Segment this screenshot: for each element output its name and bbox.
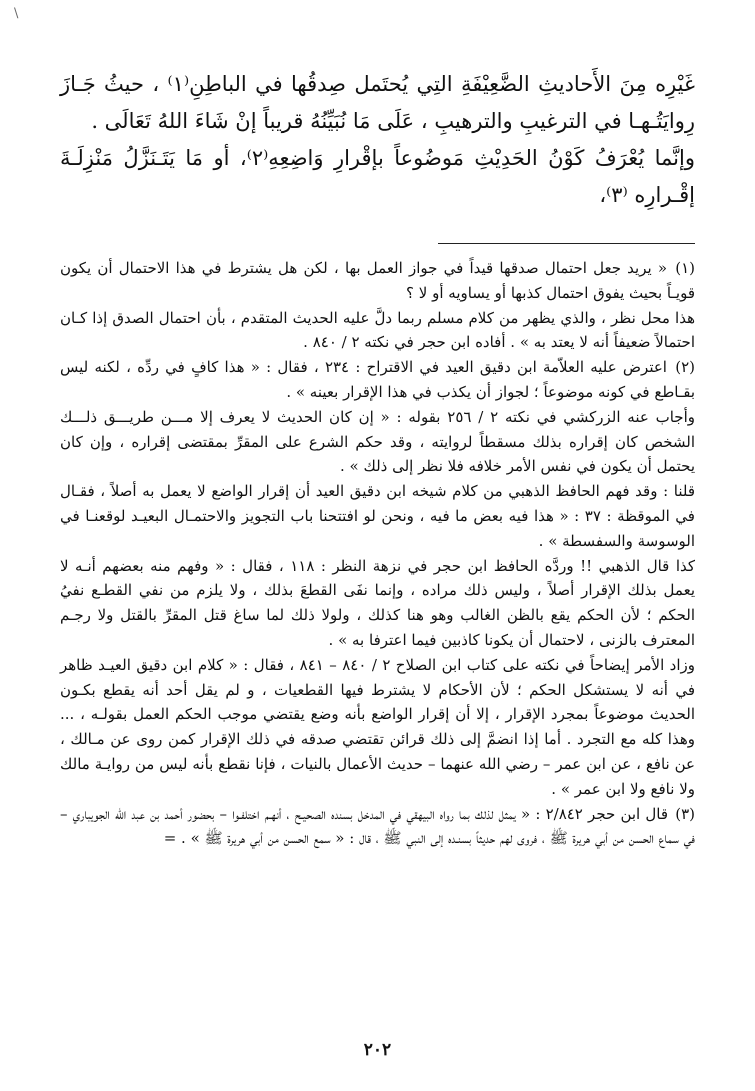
footnote-text: هذا محل نظر ، والذي يظهر من كلام مسلم ربما دلَّ عليه الحديث المتقدم ، بأن احتمال الصدق إذا كـان احتمالاً ضعيفاً أنه لا يعتد به » . أفاده ابن حجر في نكته ٢ / ٨٤٠ .: [60, 308, 695, 352]
footnote-2-cont-d: [60, 653, 695, 802]
footnote-text: قلنا : وقد فهم الحافظ الذهبي من كلام شيخه ابن دقيق العيد أن إقرار الواضع لا يعمل به أصلاً ، فقـال في الموقظة : ٣٧ : « هذا فيه بعض ما فيه ، ونحن لو افتتحنا باب التجويز والاحتمـال البعيـد لوقعنـا في الوسوسة والسفسطة » .: [60, 482, 695, 550]
corner-mark: \: [14, 6, 19, 21]
footnote-2-cont-c: [60, 554, 695, 653]
footnote-1-cont: [60, 306, 695, 356]
footnote-text: وأجاب عنه الزركشي في نكته ٢ / ٢٥٦ بقوله : « إن كان الحديث لا يعرف إلا مـــن طريـــق ذلـــك الشخص كان إقراره بذلك مسقطاً لروايته ، وقد حكم الشرع على المقرِّ بمقتضى إقراره ، وإن كان يحتمل أن يكون في نفس الأمر خلافه فلا نظر إلى ذلك » .: [60, 407, 695, 476]
footnote-text: كذا قال الذهبي !! وردَّه الحافظ ابن حجر في نزهة النظر : ١١٨ ، فقال : « وفهم منه بعضهم أنـه لا يعمل بذلك الإقرار أصلاً ، وليس ذلك مراده ، وإنما نفَى القطعَ بذلك ، ولا يلزم من نفي القطـع نفيُ الحكم ؛ لأن الحكم يقع بالظن الغالب وهو هنا كذلك ، ولولا ذلك لما ساغ قتل المقرِّ بالقتل ولا رجـم المعترف بالزنى ، لاحتمال أن يكونا كاذبين فيما اعترفا به » .: [60, 556, 695, 649]
footnote-number: (٢): [675, 358, 695, 377]
page-number: ٢٠٢: [363, 1040, 392, 1060]
main-paragraph-2: وإنَّما يُعْرَفُ كَوْنُ الحَدِيْثِ مَوضُوعاً بإقْرارِ وَاضِعِهِ⁽٢⁾، أو مَا يَتَـنَزَّلُ مَنْزِلَـةَ إقْـرارِه ⁽٣⁾،: [60, 146, 695, 207]
footnote-number: (٣): [675, 804, 696, 823]
footnote-text: قال ابن حجر ٢/٨٤٢ : « يمثل لذلك بما رواه البيهقي في المدخل بسنده الصحيـح ، أنهـم اختلفـوا – بحضور أحمد بن عبد الله الجويباري – في سماع الحسن من أبي هريرة ﷺ ، فروى لهم حديثاً بسنـده إلى النبي ﷺ ، قال : « سمع الحسن من أبي هريرة ﷺ » . =: [60, 804, 695, 848]
footnote-1: [60, 256, 695, 306]
footnote-divider: [438, 243, 695, 244]
footnote-number: (١): [675, 259, 695, 277]
footnote-text: اعترض عليه العلاّمة ابن دقيق العيد في الاقتراح : ٢٣٤ ، فقال : « هذا كافٍ في ردِّه ، لكنه ليس بقـاطع في كونه موضوعاً ؛ لجواز أن يكذب في هذا الإقرار بعينه » .: [60, 358, 695, 401]
main-text: [60, 66, 695, 214]
footnote-text: وزاد الأمر إيضاحاً في نكته على كتاب ابن الصلاح ٢ / ٨٤٠ – ٨٤١ ، فقال : « كلام ابن دقيق العيـد ظاهر في أنه لا يستشكل الحكم ؛ لأن الأحكام لا يشترط فيها القطعيات ، و لم يقل أحد أنه يقطع بكـون الحديث موضوعاً بمجرد الإقرار ، إلا أن إقرار الواضع بأنه وضع يقتضي موجب الحكم العمل بقولـه ، ... وهذا كله مع التجرد . أما إذا انضمَّ إلى ذلك قرائن تقتضي صدقه في ذلك الإقرار كمن روى عن مـالك ، عن نافع ، عن ابن عمر – رضي الله عنهما – حديث الأعمال بالنيات ، فإنا نقطع بأنه ليس من روايـة مالك ولا نافع ولا ابن عمر » .: [60, 655, 695, 798]
footnote-3: [60, 802, 695, 852]
footnote-2-cont-a: [60, 405, 695, 479]
main-paragraph-1: غَيْرِه مِنَ الأَحاديثِ الضَّعِيْفَةِ التِي يُحتَمل صِدقُها في الباطِنِ⁽١⁾ ، حيثُ جَـازَ رِوايَتُـهـا في الترغيبِ والترهيبِ ، عَلَى مَا نُبَيِّنُهُ قريباً إنْ شَاءَ اللهُ تَعَالَى .: [60, 72, 696, 133]
footnote-text: « يريد جعل احتمال صدقها قيداً في جواز العمل بها ، لكن هل يشترط في هذا الاحتمال أن يكون قويـاً بحيث يفوق احتمال كذبها أو يساويه أو لا ؟: [60, 259, 695, 302]
footnotes: [60, 256, 695, 851]
footnote-2: [60, 355, 695, 405]
footnote-2-cont-b: [60, 479, 695, 553]
